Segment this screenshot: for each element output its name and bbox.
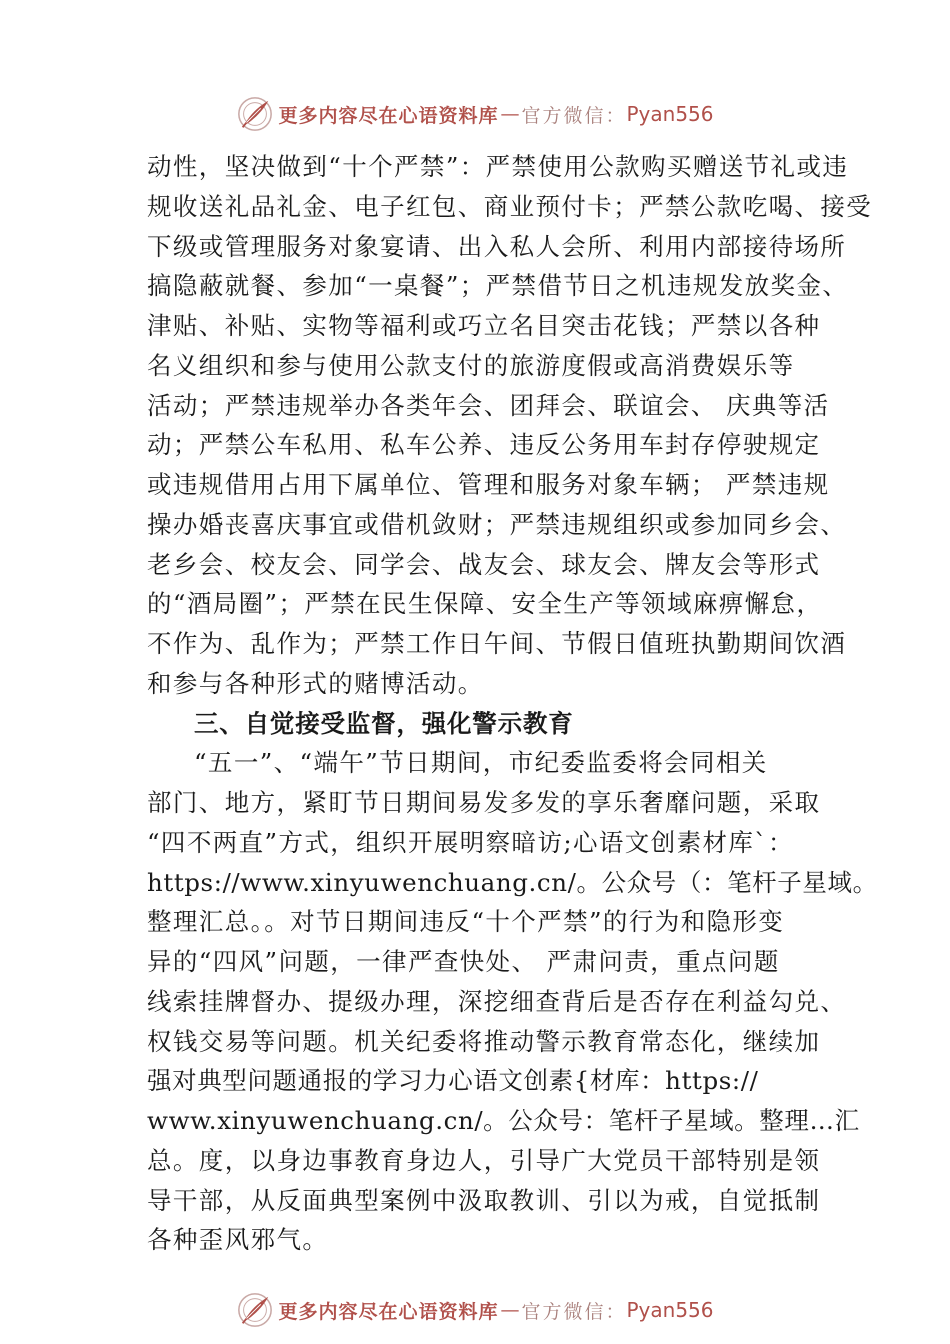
banner-official: 官方微信： [521, 1300, 627, 1323]
banner-dash: — [500, 1299, 520, 1321]
banner-wechat-id: Pyan556 [626, 1298, 714, 1322]
paragraph-line: 不作为、乱作为；严禁工作日午间、节假日值班执勤期间饮酒 [147, 629, 847, 658]
paragraph-line: 老乡会、校友会、同学会、战友会、球友会、牌友会等形式 [147, 549, 821, 579]
quill-pen-logo-icon [236, 95, 274, 133]
banner-dash: — [500, 103, 520, 125]
paragraph-line: “四不两直”方式，组织开展明察暗访;心语文创素材库`： [147, 827, 794, 857]
paragraph-line: 动；严禁公车私用、私车公养、违反公务用车封存停驶规定 [147, 430, 821, 460]
header-watermark [0, 94, 950, 134]
paragraph-line: 线索挂牌督办、提级办理，深挖细查背后是否存在利益勾兑、 [147, 986, 847, 1016]
paragraph-line: 操办婚丧喜庆事宜或借机敛财；严禁违规组织或参加同乡会、 [147, 509, 847, 539]
banner-brand: 更多内容尽在心语资料库 [278, 1300, 499, 1323]
paragraph-line: 津贴、补贴、实物等福利或巧立名目突击花钱；严禁以各种 [147, 311, 821, 340]
paragraph-line: 或违规借用占用下属单位、管理和服务对象车辆； 严禁违规 [147, 470, 830, 499]
paragraph-line: www.xinyuwenchuang.cn/。公众号：笔杆子星域。整理…汇 [147, 1106, 860, 1135]
paragraph-line: 规收送礼品礼金、电子红包、商业预付卡；严禁公款吃喝、接受 [147, 191, 873, 221]
paragraph-line: 搞隐蔽就餐、参加“一桌餐”；严禁借节日之机违规发放奖金、 [147, 271, 849, 301]
paragraph-line: 下级或管理服务对象宴请、出入私人会所、利用内部接待场所 [147, 231, 847, 261]
paragraph-line: 和参与各种形式的赌博活动。 [147, 668, 484, 698]
paragraph-line: 权钱交易等问题。机关纪委将推动警示教育常态化，继续加 [147, 1026, 821, 1056]
banner-brand: 更多内容尽在心语资料库 [278, 104, 499, 127]
paragraph-line: 活动；严禁违规举办各类年会、团拜会、联谊会、 庆典等活 [147, 390, 830, 420]
document-body [147, 147, 878, 1260]
paragraph-line: 强对典型问题通报的学习力心语文创素{材库：https:// [147, 1066, 759, 1096]
quill-pen-logo-icon [236, 1291, 274, 1329]
banner-wechat-id: Pyan556 [626, 102, 714, 126]
paragraph-line: https://www.xinyuwenchuang.cn/。公众号（：笔杆子星域。 [147, 867, 878, 897]
paragraph-line: “五一”、“端午”节日期间，市纪委监委将会同相关 [194, 748, 768, 778]
paragraph-line: 总。度，以身边事教育身边人，引导广大党员干部特别是领 [147, 1145, 821, 1175]
paragraph-line: 异的“四风”问题，一律严查快处、 严肃问责，重点问题 [147, 947, 780, 976]
paragraph-line: 导干部，从反面典型案例中汲取教训、引以为戒，自觉抵制 [147, 1185, 821, 1215]
paragraph-line: 动性，坚决做到“十个严禁”：严禁使用公款购买赠送节礼或违 [147, 152, 849, 181]
paragraph-line: 部门、地方，紧盯节日期间易发多发的享乐奢靡问题，采取 [147, 788, 821, 817]
paragraph-line: 整理汇总。。对节日期间违反“十个严禁”的行为和隐形变 [147, 907, 785, 937]
paragraph-line: 的“酒局圈”；严禁在民生保障、安全生产等领域麻痹懈怠， [147, 589, 823, 619]
paragraph-line: 各种歪风邪气。 [147, 1225, 329, 1255]
paragraph-line: 名义组织和参与使用公款支付的旅游度假或高消费娱乐等 [147, 350, 795, 380]
section-heading: 三、自觉接受监督，强化警示教育 [194, 708, 574, 738]
footer-watermark [0, 1290, 950, 1330]
banner-official: 官方微信： [521, 104, 627, 127]
